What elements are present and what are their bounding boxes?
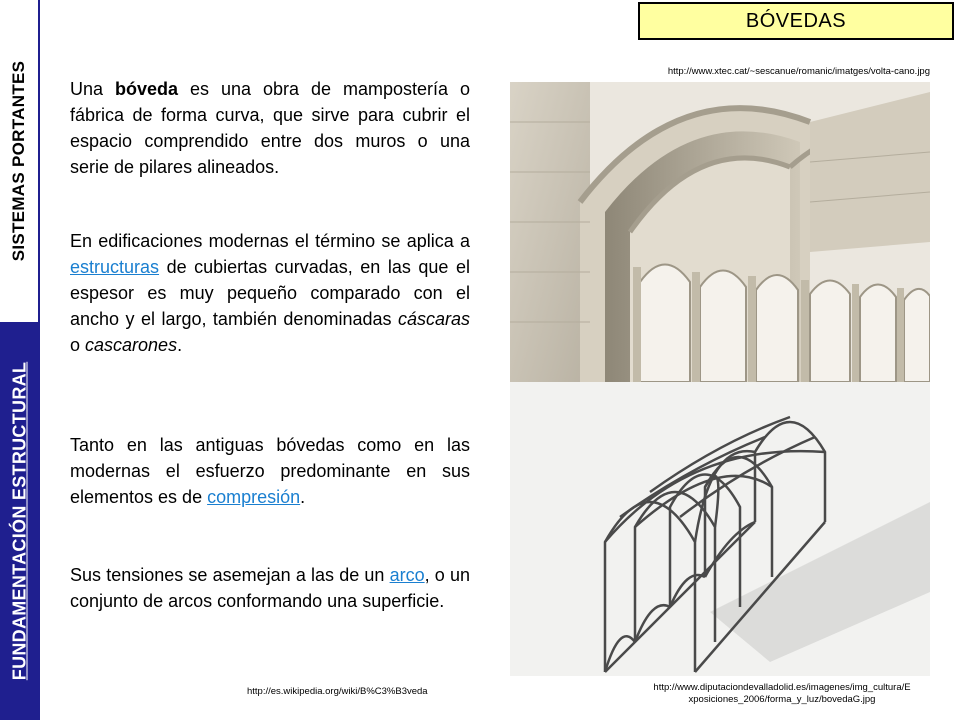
sidebar-top-band — [0, 0, 40, 322]
p1-pre: Una — [70, 79, 115, 99]
paragraph-definition — [70, 76, 470, 180]
p2-end: . — [177, 335, 183, 355]
p4-end: , o un conjunto de arcos conformando una superficie. — [70, 565, 470, 611]
slide-title: BÓVEDAS — [638, 2, 954, 40]
p4-pre: Sus tensiones se asemejan a las de un — [70, 565, 390, 585]
link-arco[interactable]: arco — [389, 565, 425, 585]
p2-mid: de cubiertas curvadas, en las que el espesor es muy pequeño comparado con el ancho y el largo, también denominadas — [70, 257, 470, 329]
bottom-url-line2: xposiciones_2006/forma_y_luz/bovedaG.jpg — [688, 694, 876, 705]
p1-post: es una obra de mampostería o fábrica de forma curva, que sirve para cubrir el espacio comprendido entre dos muros o una serie de pilares alineados. — [70, 79, 470, 177]
sidebar-bottom-band — [0, 322, 40, 720]
sidebar-bottom-label: FUNDAMENTACIÓN ESTRUCTURAL — [9, 361, 30, 681]
paragraph-modern — [70, 228, 470, 358]
barrel-vault-arcade-image — [510, 82, 930, 382]
bottom-url-line1: http://www.diputaciondevalladolid.es/imagenes/img_cultura/E — [653, 682, 911, 693]
p2-italic-cascaras: cáscaras — [397, 309, 470, 329]
p3-end: . — [300, 487, 306, 507]
sidebar-top-label: SISTEMAS PORTANTES — [9, 60, 28, 262]
p2-italic-cascarones: cascarones — [85, 335, 178, 355]
link-estructuras[interactable]: estructuras — [70, 257, 160, 277]
link-compresion[interactable]: compresión — [207, 487, 301, 507]
p2-and: o — [70, 335, 86, 355]
ribbed-vault-wire-model-image — [510, 382, 930, 676]
p1-bold-term: bóveda — [115, 79, 179, 99]
p2-pre: En edificaciones modernas el término se aplica a — [70, 231, 470, 251]
paragraph-tensions — [70, 562, 470, 614]
paragraph-compression — [70, 432, 470, 510]
wikipedia-source-url: http://es.wikipedia.org/wiki/B%C3%B3veda — [247, 686, 428, 697]
p3-pre: Tanto en las antiguas bóvedas como en las modernas el esfuerzo predominante en sus elementos es de — [70, 435, 470, 507]
top-image-source-url: http://www.xtec.cat/~sescanue/romanic/imatges/volta-cano.jpg — [667, 66, 930, 77]
bottom-image-source-url — [632, 682, 932, 706]
